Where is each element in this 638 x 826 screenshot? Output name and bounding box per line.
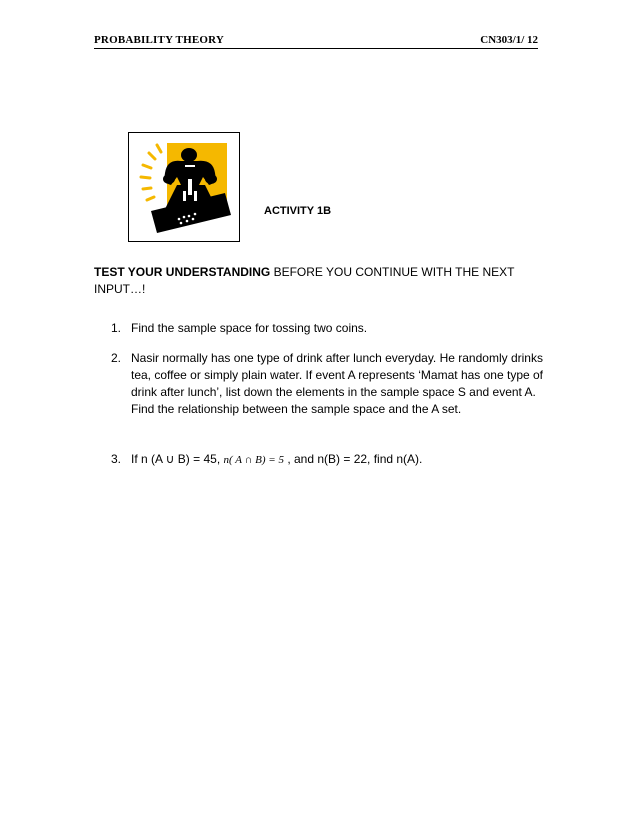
page-header xyxy=(94,30,538,48)
question-text xyxy=(131,451,551,469)
header-title: PROBABILITY THEORY xyxy=(94,34,225,46)
header-rule xyxy=(94,48,538,49)
intersection-formula: n( A ∩ B) = 5 xyxy=(223,454,284,466)
header-code: CN303/1/ 12 xyxy=(480,34,538,46)
thinking-man-with-sign-icon xyxy=(129,133,239,241)
question-number: 3. xyxy=(111,452,122,466)
question-number: 2. xyxy=(111,351,122,365)
intro-paragraph xyxy=(94,264,544,298)
question-text-part2: , and n(B) = 22, find n(A). xyxy=(283,452,423,466)
intro-bold-text: TEST YOUR UNDERSTANDING xyxy=(94,265,271,279)
activity-title: ACTIVITY 1B xyxy=(264,205,332,217)
question-text-part1: If n (A ∪ B) = 45, xyxy=(131,452,224,466)
intro-rest-text: BEFORE YOU CONTINUE WITH THE NEXT INPUT…! xyxy=(94,265,515,296)
question-text: Find the sample space for tossing two coins. xyxy=(131,321,368,335)
question-number: 1. xyxy=(111,321,122,335)
question-2 xyxy=(111,350,551,430)
question-text: Nasir normally has one type of drink after lunch everyday. He randomly drinks tea, coffee or simply plain water. If event A represents ‘Mamat has one type of drink after lunch’, list down the elements in the sample space S and event A. Find the relationship between the sample space and the A set. xyxy=(131,351,544,416)
activity-figure xyxy=(128,132,240,242)
